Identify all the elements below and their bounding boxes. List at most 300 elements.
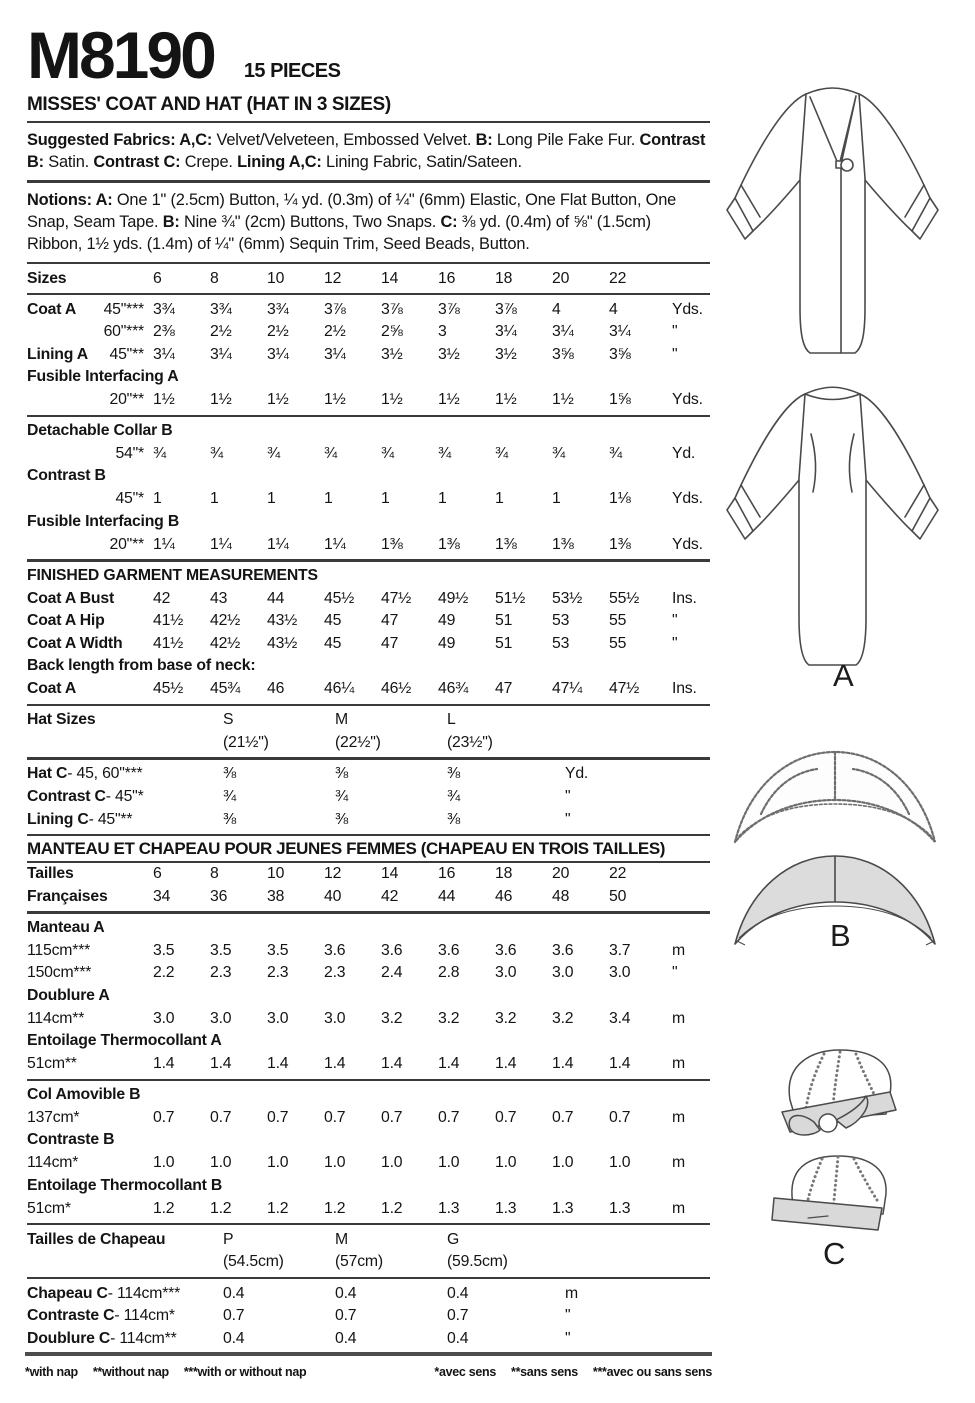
cell-value: 46 [495, 887, 513, 905]
section-label: Back length from base of neck: [27, 657, 256, 675]
table-row [27, 267, 710, 290]
cell-value: 51 [495, 612, 513, 630]
cell-value: 48 [552, 887, 570, 905]
content-column [27, 0, 710, 1350]
cell-value: 12 [324, 269, 342, 287]
section-label: Contraste B [27, 1131, 115, 1149]
row-label-regular: 51cm* [27, 1199, 71, 1217]
cell-value: 1.2 [210, 1199, 232, 1217]
table-row [27, 962, 710, 985]
cell-value: 43 [210, 589, 228, 607]
cell-value: 2.4 [381, 964, 403, 982]
cell-value: 0.7 [381, 1108, 403, 1126]
coat-a-back-illustration [715, 378, 950, 678]
cell-value: 1⅜ [552, 535, 574, 553]
cell-unit: Yds. [672, 391, 703, 409]
cell-value: 8 [210, 269, 219, 287]
cell-value: 20 [552, 269, 570, 287]
cell-value: 47½ [381, 589, 412, 607]
cell-value: 3¼ [495, 323, 517, 341]
cell-value: 1.3 [609, 1199, 631, 1217]
table-row [27, 763, 710, 786]
table-row [27, 886, 710, 909]
cell-value: 3.6 [438, 941, 460, 959]
cell-value: 44 [267, 589, 285, 607]
footer-divider [25, 1352, 712, 1356]
cell-value: 3.0 [324, 1009, 346, 1027]
cell-value: 1½ [267, 391, 289, 409]
cell-value: S [223, 711, 234, 729]
cell-value: 45 [324, 635, 342, 652]
cell-value: 3.7 [609, 941, 631, 959]
cell-value: 3.5 [267, 941, 289, 959]
row-label-regular: 150cm*** [27, 964, 92, 982]
table-section-row [27, 565, 710, 588]
cell-value: (23½") [447, 734, 493, 752]
cell-value: 45½ [153, 680, 184, 698]
cell-unit: Yds. [672, 490, 703, 508]
cell-value: 36 [210, 887, 228, 905]
row-label [27, 964, 153, 982]
cell-value: ⅜ [223, 765, 236, 783]
cell-unit: m [672, 1154, 685, 1172]
cell-value: 1¼ [210, 535, 232, 553]
cell-value: 3.2 [381, 1009, 403, 1027]
table-row [27, 344, 710, 367]
row-label-regular: 114cm* [27, 1154, 79, 1172]
table-row [27, 1152, 710, 1175]
row-label-bold: Sizes [27, 269, 67, 287]
cell-value: 1½ [210, 391, 232, 409]
cell-unit: " [672, 635, 678, 652]
hat-c-back-illustration [760, 1148, 920, 1238]
cell-value: 1.4 [381, 1055, 403, 1073]
row-label [27, 445, 153, 463]
row-label [27, 1154, 153, 1172]
table-section-row [27, 985, 710, 1008]
cell-value: 4 [609, 300, 618, 318]
table-row [27, 610, 710, 633]
table-row [27, 1282, 710, 1305]
footnote: ***with or without nap [183, 1365, 307, 1379]
cell-value: 1.4 [153, 1055, 175, 1073]
text: Long Pile Fake Fur. [492, 131, 640, 150]
row-label-regular: 137cm* [27, 1108, 80, 1126]
cell-value: 0.7 [210, 1108, 232, 1126]
table-row [27, 587, 710, 610]
cell-value: 41½ [153, 635, 184, 652]
section-label: Entoilage Thermocollant A [27, 1032, 222, 1050]
row-label [27, 811, 223, 829]
cell-value: 42 [153, 589, 171, 607]
cell-value: 47 [381, 635, 399, 652]
cell-value: 3¾ [267, 300, 289, 318]
view-a-label: A [833, 658, 854, 693]
cell-unit: " [565, 787, 571, 805]
cell-value: 1½ [153, 391, 175, 409]
cell-value: 3⅞ [381, 300, 403, 318]
cell-value: P [223, 1230, 234, 1248]
divider [27, 262, 710, 264]
cell-value: G [447, 1230, 460, 1248]
cell-value: 38 [267, 887, 285, 905]
cell-value: 0.7 [335, 1307, 357, 1325]
cell-value: 3¼ [210, 345, 232, 363]
yardage-table [27, 262, 710, 706]
cell-value: 3⅞ [495, 300, 517, 318]
bold-text: B: [475, 131, 493, 150]
row-label-bold: Lining C [27, 810, 89, 828]
row-label-bold: Coat A Bust [27, 589, 115, 607]
cell-value: 41½ [153, 612, 184, 630]
cell-value: 1.0 [210, 1154, 232, 1172]
cell-value: 3.6 [324, 941, 346, 959]
row-label [27, 865, 153, 883]
row-label-bold: Chapeau C [27, 1284, 108, 1302]
cell-value: ¾ [324, 445, 337, 463]
bold-text: Contrast C: [93, 153, 181, 172]
text: One 1" (2.5cm) Button, ¼ yd. (0.3m) of ¼" (6mm) Elastic, One Flat Button, One Snap, Seam Tape. [27, 190, 677, 231]
table-row [27, 1305, 710, 1328]
cell-value: 43½ [267, 612, 298, 630]
cell-value: (54.5cm) [223, 1253, 284, 1271]
cell-unit: Ins. [672, 589, 697, 607]
cell-value: (57cm) [335, 1253, 383, 1271]
divider [27, 415, 710, 417]
cell-value: 53 [552, 612, 570, 630]
footnotes-french [434, 1365, 712, 1379]
table-section-row [27, 1084, 710, 1107]
text: Crepe. [180, 153, 238, 172]
row-label-regular: - 114cm** [110, 1329, 177, 1347]
section-label: Entoilage Thermocollant B [27, 1176, 223, 1194]
cell-value: 2.3 [210, 964, 232, 982]
cell-value: 3.5 [210, 941, 232, 959]
cell-value: ¾ [267, 445, 280, 463]
cell-value: 46 [267, 680, 285, 698]
cell-value: ¾ [210, 445, 223, 463]
cell-value: 43½ [267, 635, 298, 652]
table-row [27, 709, 710, 732]
cell-value: ¾ [495, 445, 508, 463]
divider [27, 1277, 710, 1279]
cell-value: 3⅝ [609, 345, 631, 363]
row-label [27, 612, 153, 630]
row-width-label: 54"* [115, 445, 144, 463]
text: Velvet/Velveteen, Embossed Velvet. [212, 131, 476, 150]
cell-value: 1.0 [267, 1154, 289, 1172]
cell-value: 53 [552, 635, 570, 652]
cell-value: 2⅝ [381, 323, 403, 341]
cell-value: 1 [381, 490, 390, 508]
section-label: Manteau A [27, 918, 105, 936]
cell-value: 1½ [324, 391, 346, 409]
cell-value: ⅜ [335, 765, 348, 783]
bold-text: Lining A,C: [237, 153, 322, 172]
cell-value: 1.4 [552, 1055, 574, 1073]
row-label [27, 1307, 223, 1325]
suggested-fabrics-paragraph [27, 126, 710, 177]
cell-value: 2½ [267, 323, 289, 341]
cell-value: 1.3 [495, 1199, 517, 1217]
cell-value: 3.6 [381, 941, 403, 959]
cell-value: ⅜ [447, 810, 460, 828]
cell-value: 0.4 [447, 1284, 469, 1302]
row-label [27, 711, 223, 729]
cell-value: 3¾ [210, 300, 232, 318]
cell-value: ¾ [335, 787, 348, 805]
cell-value: 1.4 [210, 1055, 232, 1073]
row-label-bold: Lining A [27, 345, 88, 363]
row-width-label: 45"* [115, 490, 144, 508]
table-row [27, 389, 710, 412]
cell-value: 2.8 [438, 964, 460, 982]
cell-value: 0.7 [447, 1307, 469, 1325]
cell-value: 3.5 [153, 941, 175, 959]
cell-value: 3 [438, 323, 447, 341]
cell-value: 1⅜ [438, 535, 460, 553]
row-label-bold: Coat A Width [27, 635, 123, 652]
cell-value: 22 [609, 865, 627, 883]
pattern-number: M8190 [27, 18, 214, 92]
row-label-regular: 115cm*** [27, 941, 91, 959]
row-label-bold: Coat A Hip [27, 612, 105, 630]
cell-value: 1.2 [324, 1199, 346, 1217]
cell-value: 1¼ [267, 535, 289, 553]
row-label [27, 1231, 223, 1249]
cell-value: 22 [609, 269, 627, 287]
footnote: **without nap [92, 1365, 169, 1379]
cell-value: 34 [153, 887, 171, 905]
divider [27, 911, 710, 913]
table-row [27, 1107, 710, 1130]
cell-value: 12 [324, 865, 342, 883]
cell-value: 3⅝ [552, 345, 574, 363]
cell-value: 6 [153, 865, 162, 883]
cell-value: 4 [552, 300, 561, 318]
cell-value: 2.3 [267, 964, 289, 982]
row-label-regular: - 114cm*** [107, 1284, 181, 1302]
cell-value: 3.0 [495, 964, 517, 982]
table-section-row [27, 1129, 710, 1152]
cell-value: 0.7 [609, 1108, 631, 1126]
section-label: Doublure A [27, 986, 110, 1004]
row-label-regular: - 45"** [88, 810, 133, 828]
cell-value: 1.2 [153, 1199, 175, 1217]
table-section-row [27, 917, 710, 940]
cell-value: 3.6 [495, 941, 517, 959]
view-c-label: C [823, 1236, 846, 1271]
cell-unit: " [565, 1329, 571, 1347]
cell-value: 10 [267, 865, 285, 883]
cell-value: 1.2 [267, 1199, 289, 1217]
cell-unit: m [565, 1284, 578, 1302]
cell-value: 0.7 [552, 1108, 574, 1126]
divider [27, 559, 710, 561]
cell-value: 1½ [495, 391, 517, 409]
cell-unit: Yd. [672, 445, 696, 463]
row-label-regular: - 45, 60"*** [67, 765, 143, 783]
cell-value: 44 [438, 887, 456, 905]
cell-value: 1⅜ [381, 535, 403, 553]
row-label [27, 942, 153, 960]
row-width-label: 20"** [109, 391, 144, 409]
row-label-regular: 51cm** [27, 1055, 77, 1073]
table-row [27, 488, 710, 511]
cell-value: 49 [438, 635, 456, 652]
cell-value: 1 [267, 490, 276, 508]
cell-unit: m [672, 1009, 685, 1027]
cell-value: 1¼ [153, 535, 175, 553]
table-row [27, 678, 710, 701]
cell-unit: m [672, 1199, 685, 1217]
table-section-row [27, 366, 710, 389]
divider [27, 121, 710, 123]
cell-value: 1.4 [324, 1055, 346, 1073]
cell-value: 0.7 [153, 1108, 175, 1126]
row-label-regular: - 45"* [105, 787, 144, 805]
cell-value: 45½ [324, 589, 355, 607]
cell-value: 3.0 [267, 1009, 289, 1027]
bold-text: Contrast B: [27, 131, 706, 172]
cell-value: 46¾ [438, 680, 469, 698]
section-label: Col Amovible B [27, 1085, 141, 1103]
coat-a-front-illustration [715, 80, 950, 375]
cell-value: (21½") [223, 734, 269, 752]
cell-value: 1.0 [438, 1154, 460, 1172]
cell-value: 49½ [438, 589, 469, 607]
collar-b-fur-illustration [723, 742, 948, 846]
cell-value: 18 [495, 865, 513, 883]
cell-value: 3¼ [609, 323, 631, 341]
cell-value: ¾ [381, 445, 394, 463]
cell-value: 0.4 [335, 1329, 357, 1347]
cell-value: 3⅞ [438, 300, 460, 318]
row-label [27, 346, 153, 364]
row-label [27, 391, 153, 409]
bold-text: Suggested Fabrics: A,C: [27, 131, 213, 150]
bold-text: B: [162, 212, 180, 231]
table-section-row [27, 420, 710, 443]
cell-value: 45 [324, 612, 342, 630]
row-label [27, 590, 153, 608]
cell-value: 3½ [495, 345, 517, 363]
row-label [27, 536, 153, 554]
cell-value: 3¼ [324, 345, 346, 363]
cell-unit: " [565, 1307, 571, 1325]
cell-value: 16 [438, 269, 456, 287]
cell-value: 1.4 [438, 1055, 460, 1073]
table-row [27, 808, 710, 831]
row-label-bold: Hat C [27, 765, 68, 783]
cell-value: 3⅞ [324, 300, 346, 318]
cell-unit: " [672, 964, 678, 982]
section-label: Fusible Interfacing A [27, 368, 179, 386]
row-width-label: 20"** [109, 535, 144, 553]
cell-value: 6 [153, 269, 162, 287]
french-hat-size-table [27, 1228, 710, 1350]
table-row [27, 1228, 710, 1251]
table-row [27, 321, 710, 344]
cell-value: 0.7 [223, 1307, 245, 1325]
table-row [27, 786, 710, 809]
cell-value: 3¼ [267, 345, 289, 363]
cell-value: 42 [381, 887, 399, 905]
cell-value: 1⅝ [609, 391, 631, 409]
cell-value: 1.0 [609, 1154, 631, 1172]
cell-value: 2½ [324, 323, 346, 341]
cell-value: 1.2 [381, 1199, 403, 1217]
hat-c-front-illustration [760, 1038, 920, 1150]
cell-unit: m [672, 941, 685, 959]
cell-value: 47 [381, 612, 399, 630]
row-label-bold: Contrast C [27, 787, 106, 805]
cell-value: 0.4 [223, 1284, 245, 1302]
table-section-row [27, 465, 710, 488]
cell-value: ¾ [552, 445, 565, 463]
cell-value: 1½ [438, 391, 460, 409]
footnote: **sans sens [511, 1365, 578, 1379]
divider [27, 757, 710, 759]
cell-value: L [447, 711, 456, 729]
cell-value: 2.3 [324, 964, 346, 982]
row-label-bold: Coat A [27, 680, 77, 698]
divider [27, 1223, 710, 1225]
cell-value: ¾ [447, 787, 460, 805]
row-width-label: 45"** [109, 345, 144, 363]
divider [27, 180, 710, 182]
table-row [27, 939, 710, 962]
table-section-row [27, 1030, 710, 1053]
cell-value: 1 [438, 490, 447, 508]
table-row [27, 298, 710, 321]
cell-value: ¾ [609, 445, 622, 463]
cell-value: 0.7 [267, 1108, 289, 1126]
divider [27, 1079, 710, 1081]
cell-value: (59.5cm) [447, 1253, 508, 1271]
cell-value: 3.2 [552, 1009, 574, 1027]
section-label: Detachable Collar B [27, 422, 173, 440]
cell-value: 3.0 [552, 964, 574, 982]
cell-value: 40 [324, 887, 342, 905]
table-row [27, 1007, 710, 1030]
cell-value: 47 [495, 680, 513, 698]
table-row [27, 534, 710, 557]
row-label-regular: 114cm** [27, 1009, 85, 1027]
cell-value: 10 [267, 269, 285, 287]
french-section-title: MANTEAU ET CHAPEAU POUR JEUNES FEMMES (CHAPEAU EN TROIS TAILLES) [27, 834, 710, 863]
row-label-bold: Coat A [27, 300, 77, 318]
cell-value: 1.0 [381, 1154, 403, 1172]
cell-value: 0.4 [447, 1329, 469, 1347]
row-label-bold: Françaises [27, 887, 108, 905]
table-section-row [27, 655, 710, 678]
cell-unit: " [672, 345, 678, 363]
cell-value: 0.7 [324, 1108, 346, 1126]
row-label [27, 765, 223, 783]
cell-unit: " [672, 323, 678, 341]
cell-value: 1½ [552, 391, 574, 409]
cell-value: 1.4 [267, 1055, 289, 1073]
footnote: *avec sens [434, 1365, 497, 1379]
section-label: Fusible Interfacing B [27, 512, 180, 530]
notions-paragraph [27, 186, 710, 259]
cell-value: 49 [438, 612, 456, 630]
cell-unit: Yds. [672, 300, 703, 318]
table-row [27, 863, 710, 886]
bold-text: Notions: A: [27, 190, 113, 209]
cell-value: 2½ [210, 323, 232, 341]
